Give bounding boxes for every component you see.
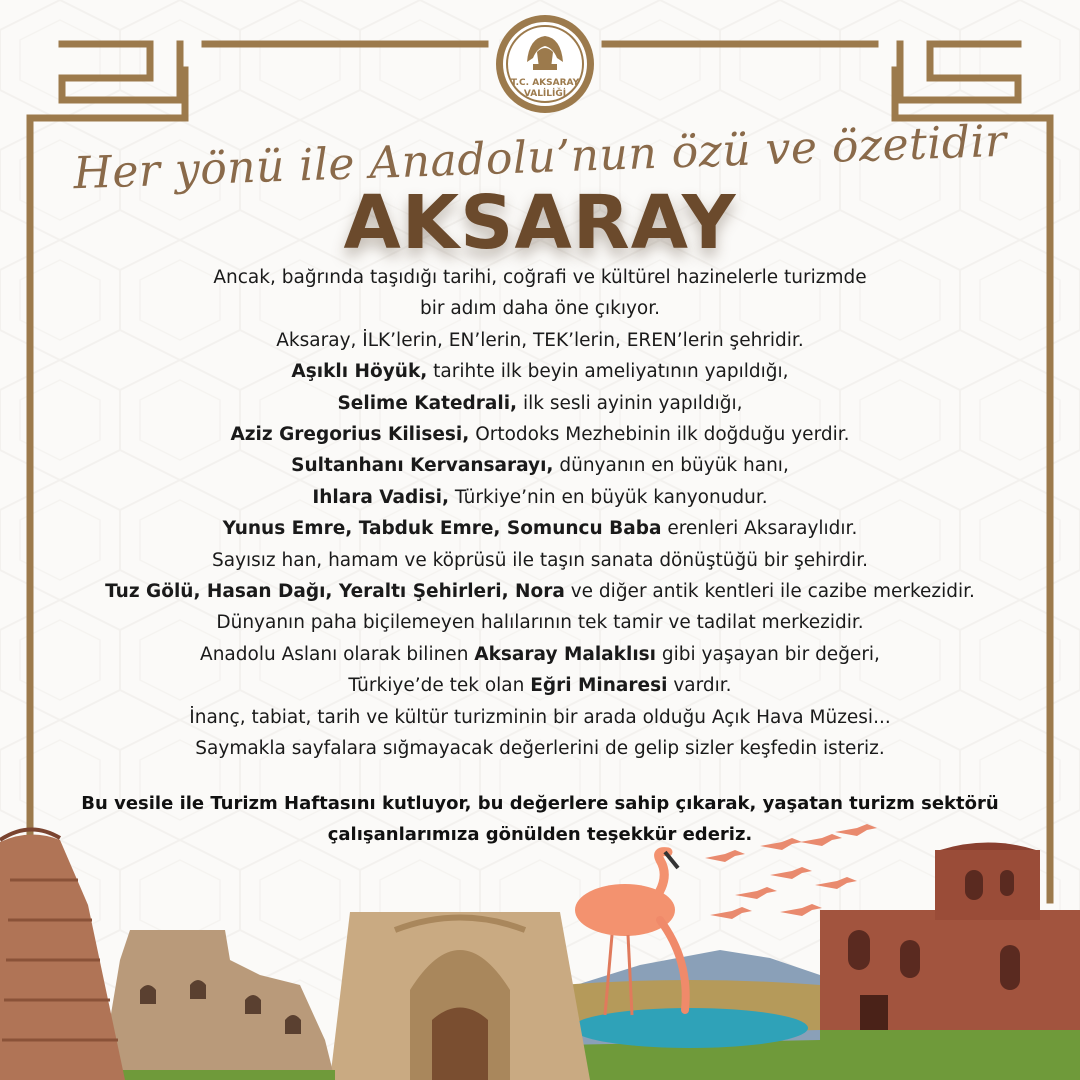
- body-line-text: Sayısız han, hamam ve köprüsü ile taşın sanata dönüştüğü bir şehirdir.: [211, 549, 869, 571]
- body-line-text: Aksaray, İLK’lerin, EN’lerin, TEK’lerin, EREN’lerin şehridir.: [276, 329, 804, 351]
- body-line-highlight: Sultanhanı Kervansarayı,: [291, 455, 554, 477]
- body-line-text: vardır.: [667, 675, 732, 697]
- seal-line-2: VALİLİĞİ: [523, 89, 567, 99]
- body-line-highlight: Ihlara Vadisi,: [312, 486, 450, 508]
- body-line-text: Ancak, bağrında taşıdığı tarihi, coğrafi ve kültürel hazinelerle turizmde: [213, 267, 867, 288]
- body-line-text: dünyanın en büyük hanı,: [553, 455, 789, 477]
- lake: [572, 1008, 808, 1048]
- red-church: [820, 843, 1080, 1031]
- body-line-text: Saymakla sayfalara sığmayacak değerlerini de gelip sizler keşfedin isteriz.: [195, 738, 885, 760]
- body-line-text: gibi yaşayan bir değeri,: [656, 643, 880, 665]
- body-line-text: Anadolu Aslanı olarak bilinen: [200, 643, 475, 665]
- closing-line: çalışanlarımıza gönülden teşekkür ederiz.: [327, 824, 753, 845]
- body-line-text: İnanç, tabiat, tarih ve kültür turizminin bir arada olduğu Açık Hava Müzesi...: [189, 706, 891, 728]
- body-line-text: bir adım daha öne çıkıyor.: [419, 298, 661, 320]
- city-title: AKSARAY: [343, 180, 737, 266]
- egri-minaret: [0, 829, 125, 1080]
- body-line-highlight: Aşıklı Höyük,: [291, 361, 428, 383]
- tagline: Her yönü ile Anadolu’nun özü ve özetidir: [72, 115, 1008, 200]
- body-line-text: erenleri Aksaraylıdır.: [661, 518, 858, 540]
- body-line-highlight: Yunus Emre, Tabduk Emre, Somuncu Baba: [222, 518, 662, 540]
- body-line-highlight: Tuz Gölü, Hasan Dağı, Yeraltı Şehirleri, Nora: [105, 581, 565, 603]
- body-line-text: Türkiye’de tek olan: [348, 675, 531, 697]
- body-line-text: ve diğer antik kentleri ile cazibe merkezidir.: [564, 581, 975, 603]
- seal-line-1: T.C. AKSARAY: [510, 78, 580, 88]
- fairy-chimneys: [100, 930, 335, 1080]
- body-line-text: Dünyanın paha biçilemeyen halılarının tek tamir ve tadilat merkezidir.: [216, 612, 864, 634]
- closing-line: Bu vesile ile Turizm Haftasını kutluyor, bu değerlere sahip çıkarak, yaşatan turizm sektörü: [81, 793, 999, 814]
- body-line-text: Ortodoks Mezhebinin ilk doğduğu yerdir.: [469, 424, 850, 446]
- flying-flamingos: [705, 824, 877, 919]
- caravanserai-portal: [330, 912, 590, 1080]
- body-line-highlight: Eğri Minaresi: [530, 675, 668, 697]
- body-line-highlight: Aksaray Malaklısı: [474, 643, 657, 665]
- body-line-text: ilk sesli ayinin yapıldığı,: [517, 392, 743, 414]
- body-line-text: tarihte ilk beyin ameliyatının yapıldığı,: [427, 361, 789, 383]
- body-line-highlight: Selime Katedrali,: [337, 392, 518, 414]
- body-line-highlight: Aziz Gregorius Kilisesi,: [230, 424, 470, 446]
- body-line-text: Türkiye’nin en büyük kanyonudur.: [449, 486, 768, 508]
